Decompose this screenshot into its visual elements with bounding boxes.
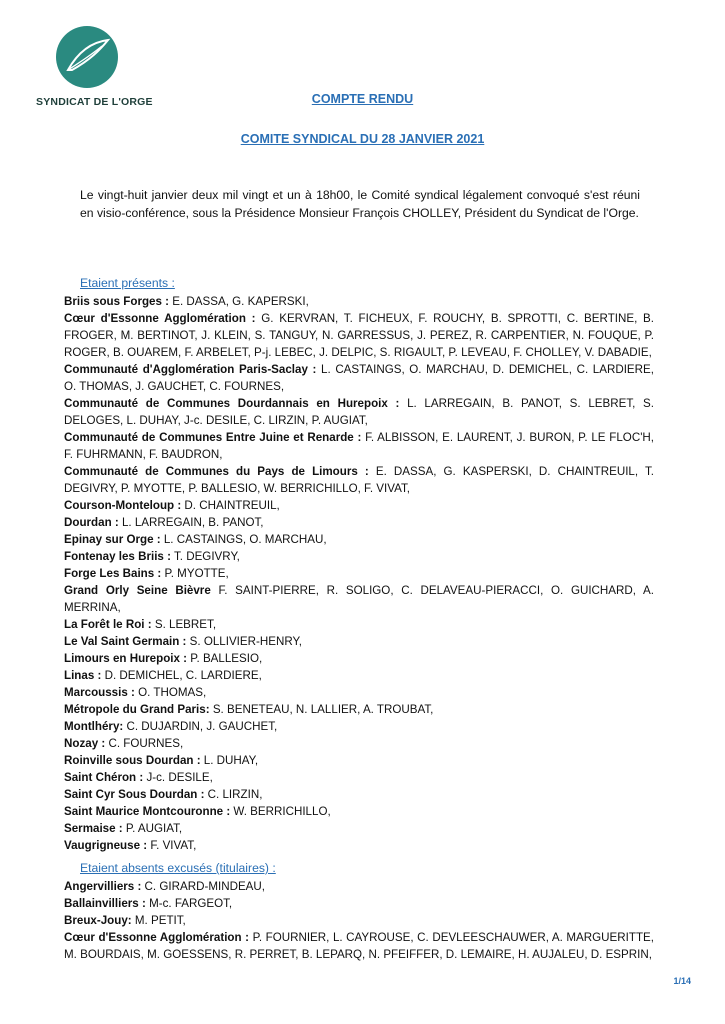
member-names: O. THOMAS, bbox=[134, 686, 207, 699]
commune-name: Saint Maurice Montcouronne : bbox=[64, 805, 231, 818]
member-names: L. LARREGAIN, B. PANOT, S. LEBRET, S. DELOGES, L. DUHAY, J-c. DESILE, C. LIRZIN, P. AUGIAT, bbox=[64, 397, 655, 427]
commune-name: Communauté de Communes du Pays de Limours : bbox=[64, 465, 369, 478]
meeting-subtitle: COMITE SYNDICAL DU 28 JANVIER 2021 bbox=[240, 132, 485, 146]
list-item bbox=[64, 735, 654, 752]
commune-name: Cœur d'Essonne Agglomération : bbox=[64, 312, 256, 325]
member-names: C. GIRARD-MINDEAU, bbox=[141, 880, 265, 893]
list-item bbox=[64, 497, 654, 514]
absent-heading: Etaient absents excusés (titulaires) : bbox=[80, 861, 276, 875]
list-item bbox=[64, 803, 654, 820]
list-item bbox=[64, 912, 654, 929]
list-item bbox=[64, 429, 654, 463]
member-names: P. AUGIAT, bbox=[122, 822, 183, 835]
member-names: L. LARREGAIN, B. PANOT, bbox=[118, 516, 264, 529]
list-item bbox=[64, 837, 654, 854]
present-heading: Etaient présents : bbox=[80, 276, 175, 290]
member-names: D. CHAINTREUIL, bbox=[181, 499, 280, 512]
list-item bbox=[64, 667, 654, 684]
commune-name: Courson-Monteloup : bbox=[64, 499, 182, 512]
member-names: D. DEMICHEL, C. LARDIERE, bbox=[101, 669, 262, 682]
commune-name: Nozay : bbox=[64, 737, 106, 750]
member-names: P. MYOTTE, bbox=[161, 567, 229, 580]
member-names: L. CASTAINGS, O. MARCHAU, D. DEMICHEL, C. LARDIERE, O. THOMAS, J. GAUCHET, C. FOURNES, bbox=[64, 363, 654, 393]
commune-name: Montlhéry: bbox=[64, 720, 124, 733]
member-names: C. LIRZIN, bbox=[204, 788, 263, 801]
list-item bbox=[64, 531, 654, 548]
member-names: S. BENETEAU, N. LALLIER, A. TROUBAT, bbox=[209, 703, 434, 716]
list-item bbox=[64, 463, 654, 497]
commune-name: Roinville sous Dourdan : bbox=[64, 754, 201, 767]
member-names: W. BERRICHILLO, bbox=[230, 805, 331, 818]
list-item bbox=[64, 565, 654, 582]
page-title: COMPTE RENDU bbox=[311, 92, 414, 106]
list-item bbox=[64, 616, 654, 633]
list-item bbox=[64, 786, 654, 803]
member-names: S. LEBRET, bbox=[151, 618, 217, 631]
commune-name: Dourdan : bbox=[64, 516, 119, 529]
list-item bbox=[64, 718, 654, 735]
page-number: 1/14 bbox=[673, 976, 691, 986]
commune-name: Linas : bbox=[64, 669, 102, 682]
list-item bbox=[64, 878, 654, 895]
list-item bbox=[64, 650, 654, 667]
list-item bbox=[64, 310, 654, 361]
list-item bbox=[64, 361, 654, 395]
list-item bbox=[64, 752, 654, 769]
commune-name: Grand Orly Seine Bièvre bbox=[64, 584, 211, 597]
member-names: F. VIVAT, bbox=[147, 839, 197, 852]
commune-name: Vaugrigneuse : bbox=[64, 839, 148, 852]
list-item bbox=[64, 684, 654, 701]
member-names: M-c. FARGEOT, bbox=[145, 897, 233, 910]
member-names: L. CASTAINGS, O. MARCHAU, bbox=[160, 533, 327, 546]
absent-section bbox=[64, 860, 654, 963]
list-item bbox=[64, 395, 654, 429]
commune-name: Le Val Saint Germain : bbox=[64, 635, 187, 648]
list-item bbox=[64, 582, 654, 616]
list-item bbox=[64, 633, 654, 650]
commune-name: Sermaise : bbox=[64, 822, 123, 835]
member-names: S. OLLIVIER-HENRY, bbox=[186, 635, 302, 648]
commune-name: Epinay sur Orge : bbox=[64, 533, 161, 546]
member-names: C. DUJARDIN, J. GAUCHET, bbox=[123, 720, 278, 733]
intro-paragraph: Le vingt-huit janvier deux mil vingt et un à 18h00, le Comité syndical légalement convoqué s'est réuni en visio-conférence, sous la Présidence Monsieur François CHOLLEY, Président du Syndicat de l'Orge. bbox=[80, 188, 640, 220]
commune-name: Marcoussis : bbox=[64, 686, 135, 699]
member-names: L. DUHAY, bbox=[200, 754, 259, 767]
member-names: C. FOURNES, bbox=[105, 737, 184, 750]
commune-name: Saint Cyr Sous Dourdan : bbox=[64, 788, 205, 801]
member-names: P. BALLESIO, bbox=[187, 652, 263, 665]
member-names: P. FOURNIER, L. CAYROUSE, C. DEVLEESCHAUWER, A. MARGUERITTE, M. BOURDAIS, M. GOESSENS, R. PERRET, B. LEPARQ, N. PFEIFFER, D. LEMAIRE, H. AUJALEU, D. ESPRIN, bbox=[64, 931, 655, 961]
list-item bbox=[64, 929, 654, 963]
member-names: J-c. DESILE, bbox=[143, 771, 213, 784]
commune-name: La Forêt le Roi : bbox=[64, 618, 152, 631]
commune-name: Cœur d'Essonne Agglomération : bbox=[64, 931, 250, 944]
list-item bbox=[64, 293, 654, 310]
member-names: T. DEGIVRY, bbox=[170, 550, 240, 563]
commune-name: Saint Chéron : bbox=[64, 771, 144, 784]
absent-list bbox=[64, 878, 654, 963]
present-list bbox=[64, 293, 654, 854]
list-item bbox=[64, 701, 654, 718]
list-item bbox=[64, 548, 654, 565]
member-names: G. KERVRAN, T. FICHEUX, F. ROUCHY, B. SPROTTI, C. BERTINE, B. FROGER, M. BERTINOT, J. KLEIN, S. TANGUY, N. GARRESSUS, J. PEREZ, R. CARPENTIER, N. FOUQUE, P. ROGER, B. OUAREM, F. ARBELET, P-j. LEBEC, J. DELPIC, S. RIGAULT, P. LEVEAU, F. CHOLLEY, V. DABADIE, bbox=[64, 312, 655, 359]
list-item bbox=[64, 514, 654, 531]
commune-name: Briis sous Forges : bbox=[64, 295, 170, 308]
member-names: F. ALBISSON, E. LAURENT, J. BURON, P. LE FLOC'H, F. FUHRMANN, F. BAUDRON, bbox=[64, 431, 654, 461]
member-names: F. SAINT-PIERRE, R. SOLIGO, C. DELAVEAU-PIERACCI, O. GUICHARD, A. MERRINA, bbox=[64, 584, 654, 614]
commune-name: Limours en Hurepoix : bbox=[64, 652, 188, 665]
commune-name: Communauté de Communes Dourdannais en Hurepoix : bbox=[64, 397, 400, 410]
member-names: E. DASSA, G. KASPERSKI, D. CHAINTREUIL, T. DEGIVRY, P. MYOTTE, P. BALLESIO, W. BERRICHILLO, F. VIVAT, bbox=[64, 465, 655, 495]
commune-name: Ballainvilliers : bbox=[64, 897, 146, 910]
org-name: SYNDICAT DE L'ORGE bbox=[36, 96, 153, 108]
list-item bbox=[64, 820, 654, 837]
list-item bbox=[64, 895, 654, 912]
list-item bbox=[64, 769, 654, 786]
present-section bbox=[64, 275, 654, 854]
commune-name: Fontenay les Briis : bbox=[64, 550, 171, 563]
member-names: M. PETIT, bbox=[131, 914, 186, 927]
commune-name: Angervilliers : bbox=[64, 880, 142, 893]
member-names: E. DASSA, G. KAPERSKI, bbox=[169, 295, 309, 308]
commune-name: Forge Les Bains : bbox=[64, 567, 162, 580]
commune-name: Communauté d'Agglomération Paris-Saclay : bbox=[64, 363, 317, 376]
commune-name: Métropole du Grand Paris: bbox=[64, 703, 210, 716]
commune-name: Breux-Jouy: bbox=[64, 914, 132, 927]
commune-name: Communauté de Communes Entre Juine et Renarde : bbox=[64, 431, 362, 444]
leaf-icon bbox=[56, 26, 118, 88]
